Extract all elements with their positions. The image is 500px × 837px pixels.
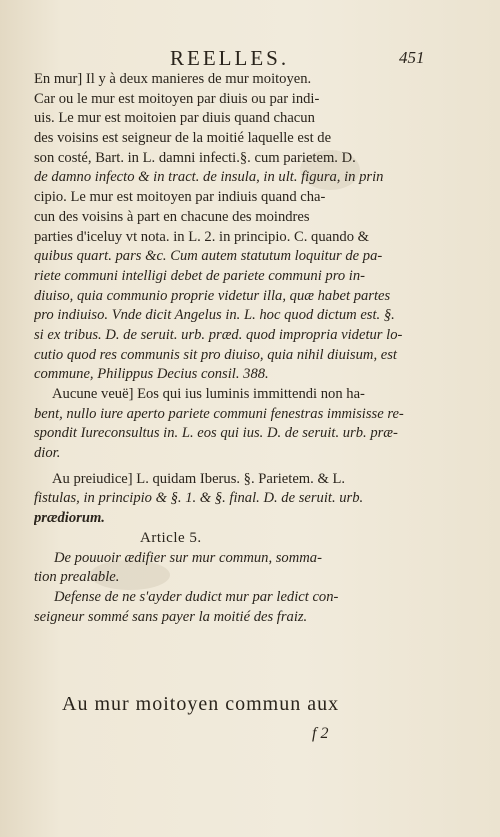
text-line: seigneur sommé sans payer la moitié des fraiz. (34, 608, 308, 625)
text-line: tion prealable. (34, 569, 120, 586)
body-text (34, 70, 424, 627)
text-line: cutio quod res communis sit pro diuiso, quia nihil diuisum, est (34, 346, 397, 363)
text-line: pro indiuiso. Vnde dicit Angelus in. L. hoc quod dictum est. §. (34, 307, 395, 324)
text-line: cipio. Le mur est moitoyen par indiuis quand cha- (34, 189, 326, 206)
signature-mark: f 2 (312, 725, 329, 742)
text-line: dior. (34, 445, 61, 462)
text-line: prædiorum. (34, 510, 105, 527)
text-line: quibus quart. pars &c. Cum autem statutum loquitur de pa- (34, 248, 383, 265)
article-item (34, 588, 424, 627)
text-line: diuiso, quia communio proprie videtur illa, quæ habet partes (34, 287, 391, 304)
text-line: son costé, Bart. in L. damni infecti.§. cum parietem. D. (34, 149, 356, 166)
running-head: REELLES. (170, 46, 290, 70)
catchword-line: Au mur moitoyen commun aux (62, 693, 340, 715)
text-line: fistulas, in principio & §. 1. & §. final. D. de seruit. urb. (34, 490, 364, 507)
page-number: 451 (399, 48, 425, 67)
text-line: uis. Le mur est moitoien par diuis quand chacun (34, 110, 315, 127)
article-item (34, 549, 424, 588)
text-line: En mur] Il y à deux manieres de mur moitoyen. (34, 71, 312, 87)
text-line: bent, nullo iure aperto pariete communi fenestras immisisse re- (34, 405, 404, 422)
text-line: parties d'iceluy vt nota. in L. 2. in principio. C. quando & (34, 228, 369, 245)
text-line: Au preiudice] L. quidam Iberus. §. Parietem. & L. (52, 470, 346, 487)
text-line: Aucune veuë] Eos qui ius luminis immittendi non ha- (52, 386, 365, 402)
article-heading: Article 5. (140, 529, 202, 546)
paragraph-aucune-veue (34, 385, 424, 464)
text-line: spondit Iureconsultus in. L. eos qui ius. D. de seruit. urb. præ- (34, 425, 398, 442)
text-line: riete communi intelligi debet de pariete communi pro in- (34, 267, 365, 284)
paragraph-au-preiudice (34, 470, 424, 529)
text-line: Car ou le mur est moitoyen par diuis ou par indi- (34, 90, 320, 107)
text-line: de damno infecto & in tract. de insula, in ult. figura, in prin (34, 169, 384, 186)
text-line: commune, Philippus Decius consil. 388. (34, 366, 269, 383)
text-line: des voisins est seigneur de la moitié laquelle est de (34, 130, 332, 147)
text-line: si ex tribus. D. de seruit. urb. præd. quod impropria videtur lo- (34, 326, 403, 343)
paragraph-mur-moitoyen (34, 70, 424, 385)
text-line: cun des voisins à part en chacune des moindres (34, 208, 310, 225)
text-line: Defense de ne s'ayder dudict mur par ledict con- (54, 588, 339, 605)
text-line: De pouuoir ædifier sur mur commun, somma- (54, 549, 322, 566)
page-header (0, 42, 500, 72)
